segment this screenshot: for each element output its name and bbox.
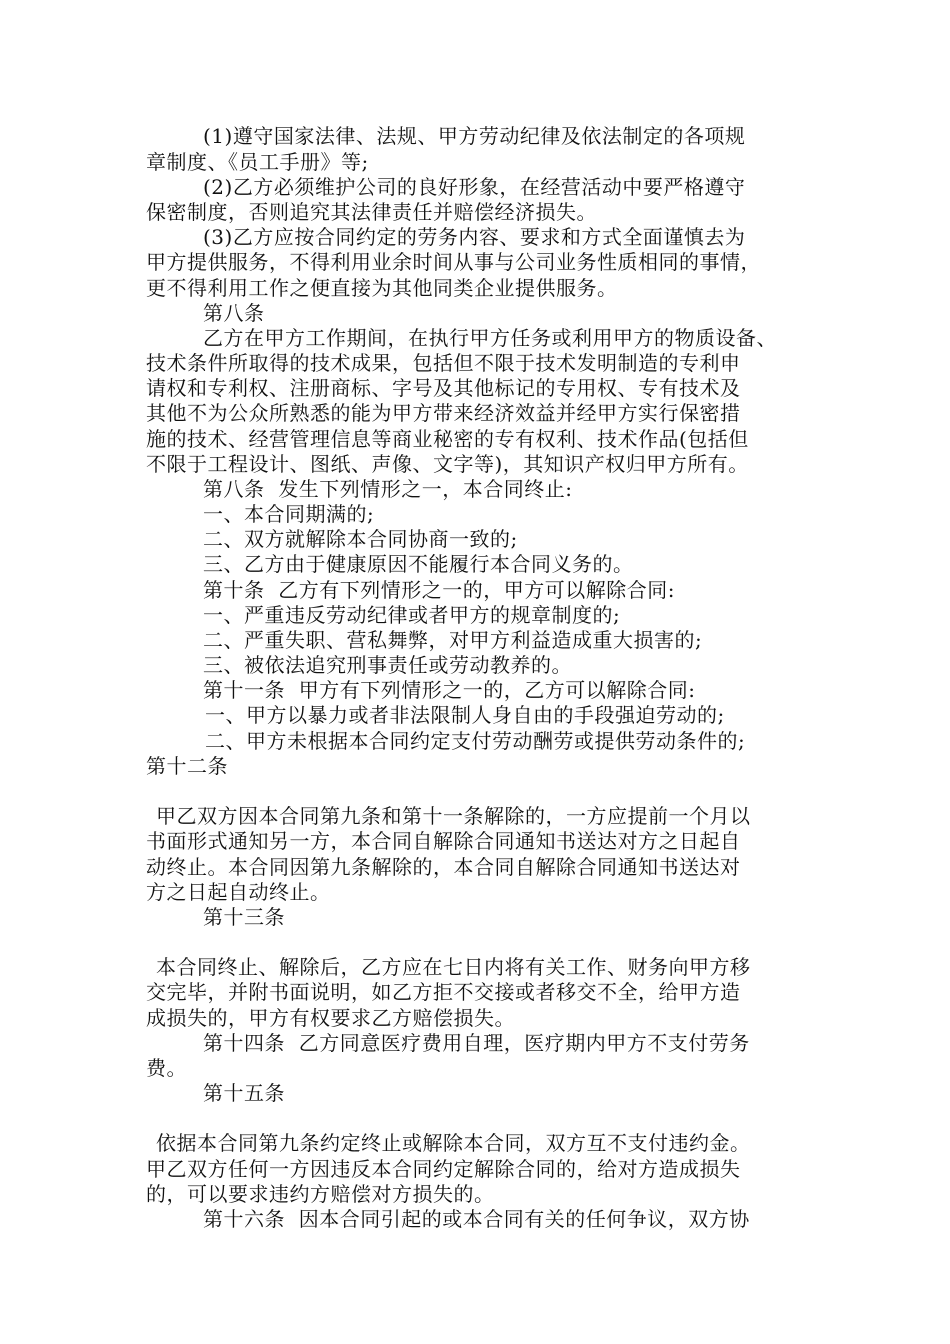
clause-7-item-3-line-3: 更不得利用工作之便直接为其他同类企业提供服务。	[146, 276, 618, 300]
clause-13-body-line-3: 成损失的，甲方有权要求乙方赔偿损失。	[146, 1006, 515, 1030]
clause-8-body-line-4: 其他不为公众所熟悉的能为甲方带来经济效益并经甲方实行保密措	[146, 401, 741, 425]
clause-16-line-1: 第十六条 因本合同引起的或本合同有关的任何争议，双方协	[203, 1207, 750, 1231]
clause-12-body-line-2: 书面形式通知另一方，本合同自解除合同通知书送达对方之日起自	[146, 829, 741, 853]
clause-7-item-2-line-2: 保密制度，否则追究其法律责任并赔偿经济损失。	[146, 200, 597, 224]
clause-14-line-2: 费。	[146, 1056, 187, 1080]
clause-8-body-line-5: 施的技术、经营管理信息等商业秘密的专有权利、技术作品(包括但	[146, 427, 749, 451]
clause-8-body-line-6: 不限于工程设计、图纸、声像、文字等)，其知识产权归甲方所有。	[146, 452, 749, 476]
clause-12-body-line-4: 方之日起自动终止。	[146, 880, 331, 904]
clause-8-body-line-2: 技术条件所取得的技术成果，包括但不限于技术发明制造的专利申	[146, 351, 741, 375]
clause-12-heading: 第十二条	[146, 754, 228, 778]
clause-15-body-line-2: 甲乙双方任何一方因违反本合同约定解除合同的，给对方造成损失	[146, 1157, 741, 1181]
clause-15-heading: 第十五条	[203, 1081, 285, 1105]
clause-12-body-line-1: 甲乙双方因本合同第九条和第十一条解除的，一方应提前一个月以	[156, 804, 751, 828]
termination-item-1: 一、本合同期满的;	[203, 502, 375, 526]
clause-13-body-line-2: 交完毕，并附书面说明，如乙方拒不交接或者移交不全，给甲方造	[146, 980, 741, 1004]
clause-10-item-3: 三、被依法追究刑事责任或劳动教养的。	[203, 653, 572, 677]
clause-7-item-3-line-2: 甲方提供服务，不得利用业余时间从事与公司业务性质相同的事情，	[146, 250, 761, 274]
clause-10-heading: 第十条 乙方有下列情形之一的，甲方可以解除合同:	[203, 578, 675, 602]
clause-8-body-line-3: 请权和专利权、注册商标、字号及其他标记的专用权、专有技术及	[146, 376, 741, 400]
clause-8-heading: 第八条	[203, 301, 265, 325]
clause-10-item-2: 二、严重失职、营私舞弊，对甲方利益造成重大损害的;	[203, 628, 703, 652]
clause-11-item-1: 一、甲方以暴力或者非法限制人身自由的手段强迫劳动的;	[205, 703, 725, 727]
clause-13-body-line-1: 本合同终止、解除后，乙方应在七日内将有关工作、财务向甲方移	[156, 955, 751, 979]
clause-11-item-2: 二、甲方未根据本合同约定支付劳动酬劳或提供劳动条件的;	[205, 729, 746, 753]
clause-8-body-line-1: 乙方在甲方工作期间，在执行甲方任务或利用甲方的物质设备、	[203, 326, 777, 350]
clause-7-item-2-line-1: (2)乙方必须维护公司的良好形象，在经营活动中要严格遵守	[203, 175, 746, 199]
clause-15-body-line-1: 依据本合同第九条约定终止或解除本合同，双方互不支付违约金。	[156, 1131, 751, 1155]
clause-12-body-line-3: 动终止。本合同因第九条解除的，本合同自解除合同通知书送达对	[146, 855, 741, 879]
termination-item-2: 二、双方就解除本合同协商一致的;	[203, 527, 518, 551]
clause-7-item-1-line-2: 章制度、《员工手册》等;	[146, 150, 369, 174]
clause-15-body-line-3: 的，可以要求违约方赔偿对方损失的。	[146, 1182, 495, 1206]
clause-termination-heading: 第八条 发生下列情形之一，本合同终止:	[203, 477, 573, 501]
clause-7-item-1-line-1: (1)遵守国家法律、法规、甲方劳动纪律及依法制定的各项规	[203, 124, 746, 148]
clause-13-heading: 第十三条	[203, 905, 285, 929]
clause-14-line-1: 第十四条 乙方同意医疗费用自理，医疗期内甲方不支付劳务	[203, 1031, 750, 1055]
clause-11-heading: 第十一条 甲方有下列情形之一的，乙方可以解除合同:	[203, 678, 696, 702]
clause-10-item-1: 一、严重违反劳动纪律或者甲方的规章制度的;	[203, 603, 621, 627]
termination-item-3: 三、乙方由于健康原因不能履行本合同义务的。	[203, 552, 634, 576]
clause-7-item-3-line-1: (3)乙方应按合同约定的劳务内容、要求和方式全面谨慎去为	[203, 225, 746, 249]
